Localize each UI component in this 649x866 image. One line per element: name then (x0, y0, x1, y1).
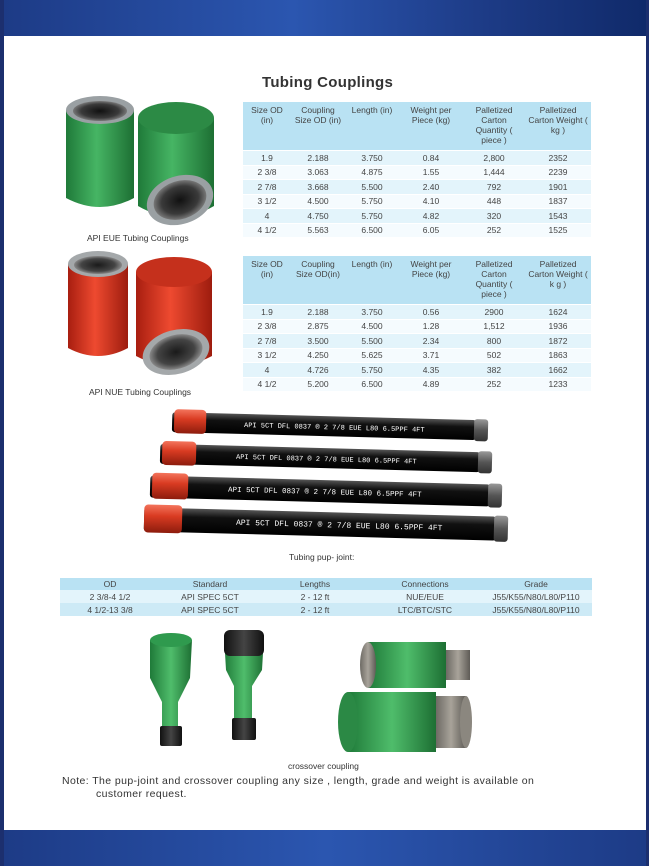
table-cell: 2 - 12 ft (260, 603, 370, 616)
nue-row (243, 377, 591, 391)
crossover-caption: crossover coupling (288, 761, 359, 771)
table-cell: 2.188 (291, 305, 345, 320)
nue-spec-table (243, 256, 591, 391)
crossover-coupling-image (140, 626, 480, 760)
table-cell: 1.55 (399, 165, 463, 180)
pup-stencil-4: API 5CT DFL 0837 ® 2 7/8 EUE L80 6.5PPF 4FT (235, 518, 443, 534)
table-cell: 3 1/2 (243, 348, 291, 363)
table-cell: 1543 (525, 209, 591, 224)
pup-joint-image (140, 412, 512, 542)
table-cell: 1.28 (399, 319, 463, 334)
table-cell: 502 (463, 348, 525, 363)
table-cell: 2,800 (463, 151, 525, 166)
pup-header-row (60, 578, 592, 590)
table-cell: 4 1/2-13 3/8 (60, 603, 160, 616)
table-cell: 2 3/8-4 1/2 (60, 590, 160, 603)
table-cell: LTC/BTC/STC (370, 603, 480, 616)
table-cell: 3.500 (291, 334, 345, 349)
pup-col-connections: Connections (370, 578, 480, 590)
table-cell: 5.200 (291, 377, 345, 391)
page-title: Tubing Couplings (262, 74, 394, 91)
top-banner (4, 0, 646, 36)
eue-col-carton-qty: Palletized Carton Quantity ( piece ) (463, 102, 525, 151)
pup-col-lengths: Lengths (260, 578, 370, 590)
table-cell: 2.34 (399, 334, 463, 349)
table-cell: 4.35 (399, 363, 463, 378)
table-cell: 5.500 (345, 180, 399, 195)
pup-spec-table (60, 578, 592, 616)
table-cell: 1837 (525, 194, 591, 209)
eue-row (243, 194, 591, 209)
bottom-banner (4, 830, 646, 866)
table-cell: 3.750 (345, 305, 399, 320)
nue-row (243, 305, 591, 320)
table-cell: API SPEC 5CT (160, 603, 260, 616)
eue-caption: API EUE Tubing Couplings (87, 233, 189, 243)
nue-col-coupling-od: Coupling Size OD(in) (291, 256, 345, 305)
table-cell: 2352 (525, 151, 591, 166)
table-cell: 1863 (525, 348, 591, 363)
nue-row (243, 348, 591, 363)
note-text (62, 775, 590, 801)
table-cell: 1624 (525, 305, 591, 320)
eue-header-row (243, 102, 591, 151)
table-cell: 382 (463, 363, 525, 378)
eue-row (243, 209, 591, 224)
table-cell: 5.500 (345, 334, 399, 349)
nue-col-weight: Weight per Piece (kg) (399, 256, 463, 305)
eue-col-weight: Weight per Piece (kg) (399, 102, 463, 151)
pup-row (60, 590, 592, 603)
table-cell: 2 7/8 (243, 180, 291, 195)
nue-col-carton-weight: Palletized Carton Weight ( k g ) (525, 256, 591, 305)
nue-col-size-od: Size OD (in) (243, 256, 291, 305)
table-cell: J55/K55/N80/L80/P110 (480, 590, 592, 603)
table-cell: 6.05 (399, 223, 463, 237)
table-cell: 800 (463, 334, 525, 349)
nue-row (243, 319, 591, 334)
table-cell: 252 (463, 377, 525, 391)
table-cell: 1233 (525, 377, 591, 391)
table-cell: 1525 (525, 223, 591, 237)
nue-row (243, 363, 591, 378)
eue-col-carton-weight: Palletized Carton Weight ( kg ) (525, 102, 591, 151)
table-cell: 4 (243, 209, 291, 224)
nue-row (243, 334, 591, 349)
table-cell: 1,444 (463, 165, 525, 180)
pup-col-od: OD (60, 578, 160, 590)
nue-header-row (243, 256, 591, 305)
table-cell: 5.750 (345, 209, 399, 224)
table-cell: 1,512 (463, 319, 525, 334)
table-cell: 3.063 (291, 165, 345, 180)
table-cell: 3.71 (399, 348, 463, 363)
table-cell: 4 (243, 363, 291, 378)
table-cell: 3.668 (291, 180, 345, 195)
table-cell: 5.750 (345, 363, 399, 378)
table-cell: 448 (463, 194, 525, 209)
pup-stencil-3: API 5CT DFL 0837 ® 2 7/8 EUE L80 6.5PPF 4FT (227, 486, 422, 500)
table-cell: 4.500 (291, 194, 345, 209)
table-cell: 2 3/8 (243, 165, 291, 180)
page-frame-left (0, 0, 4, 866)
table-cell: 2900 (463, 305, 525, 320)
table-cell: 1662 (525, 363, 591, 378)
eue-col-coupling-od: Coupling Size OD (in) (291, 102, 345, 151)
table-cell: J55/K55/N80/L80/P110 (480, 603, 592, 616)
table-cell: 5.563 (291, 223, 345, 237)
table-cell: 3.750 (345, 151, 399, 166)
table-cell: 4.82 (399, 209, 463, 224)
table-cell: 1.9 (243, 151, 291, 166)
table-cell: 6.500 (345, 377, 399, 391)
nue-coupling-image (62, 248, 222, 380)
eue-row (243, 151, 591, 166)
table-cell: 4 1/2 (243, 377, 291, 391)
pup-col-grade: Grade (480, 578, 592, 590)
table-cell: 1.9 (243, 305, 291, 320)
table-cell: 4.500 (345, 319, 399, 334)
table-cell: 1901 (525, 180, 591, 195)
table-cell: 1872 (525, 334, 591, 349)
table-cell: 4.10 (399, 194, 463, 209)
table-cell: 4.750 (291, 209, 345, 224)
pup-stencil-2: API 5CT DFL 0837 ® 2 7/8 EUE L80 6.5PPF 4FT (235, 453, 417, 467)
eue-spec-table (243, 102, 591, 237)
table-cell: 2.875 (291, 319, 345, 334)
table-cell: 0.84 (399, 151, 463, 166)
table-cell: 6.500 (345, 223, 399, 237)
table-cell: 2239 (525, 165, 591, 180)
pup-stencil-1: API 5CT DFL 0837 ® 2 7/8 EUE L80 6.5PPF 4FT (243, 422, 425, 435)
eue-coupling-image (58, 88, 228, 230)
eue-col-size-od: Size OD (in) (243, 102, 291, 151)
table-cell: 2.40 (399, 180, 463, 195)
nue-col-carton-qty: Palletized Carton Quantity ( piece ) (463, 256, 525, 305)
table-cell: 2.188 (291, 151, 345, 166)
table-cell: API SPEC 5CT (160, 590, 260, 603)
table-cell: 792 (463, 180, 525, 195)
table-cell: 3 1/2 (243, 194, 291, 209)
nue-caption: API NUE Tubing Couplings (89, 387, 192, 397)
nue-col-length: Length (in) (345, 256, 399, 305)
table-cell: 4.89 (399, 377, 463, 391)
eue-row (243, 223, 591, 237)
table-cell: 2 7/8 (243, 334, 291, 349)
table-cell: 5.625 (345, 348, 399, 363)
pup-caption: Tubing pup- joint: (289, 552, 355, 562)
table-cell: NUE/EUE (370, 590, 480, 603)
table-cell: 4.250 (291, 348, 345, 363)
table-cell: 0.56 (399, 305, 463, 320)
table-cell: 2 3/8 (243, 319, 291, 334)
eue-col-length: Length (in) (345, 102, 399, 151)
table-cell: 2 - 12 ft (260, 590, 370, 603)
pup-row (60, 603, 592, 616)
eue-row (243, 165, 591, 180)
table-cell: 320 (463, 209, 525, 224)
eue-row (243, 180, 591, 195)
note-line-1: Note: The pup-joint and crossover coupling any size , length, grade and weight is available on (62, 775, 535, 787)
table-cell: 4.726 (291, 363, 345, 378)
pup-col-standard: Standard (160, 578, 260, 590)
table-cell: 4.875 (345, 165, 399, 180)
table-cell: 252 (463, 223, 525, 237)
note-line-2: customer request. (96, 788, 187, 800)
table-cell: 1936 (525, 319, 591, 334)
table-cell: 5.750 (345, 194, 399, 209)
table-cell: 4 1/2 (243, 223, 291, 237)
